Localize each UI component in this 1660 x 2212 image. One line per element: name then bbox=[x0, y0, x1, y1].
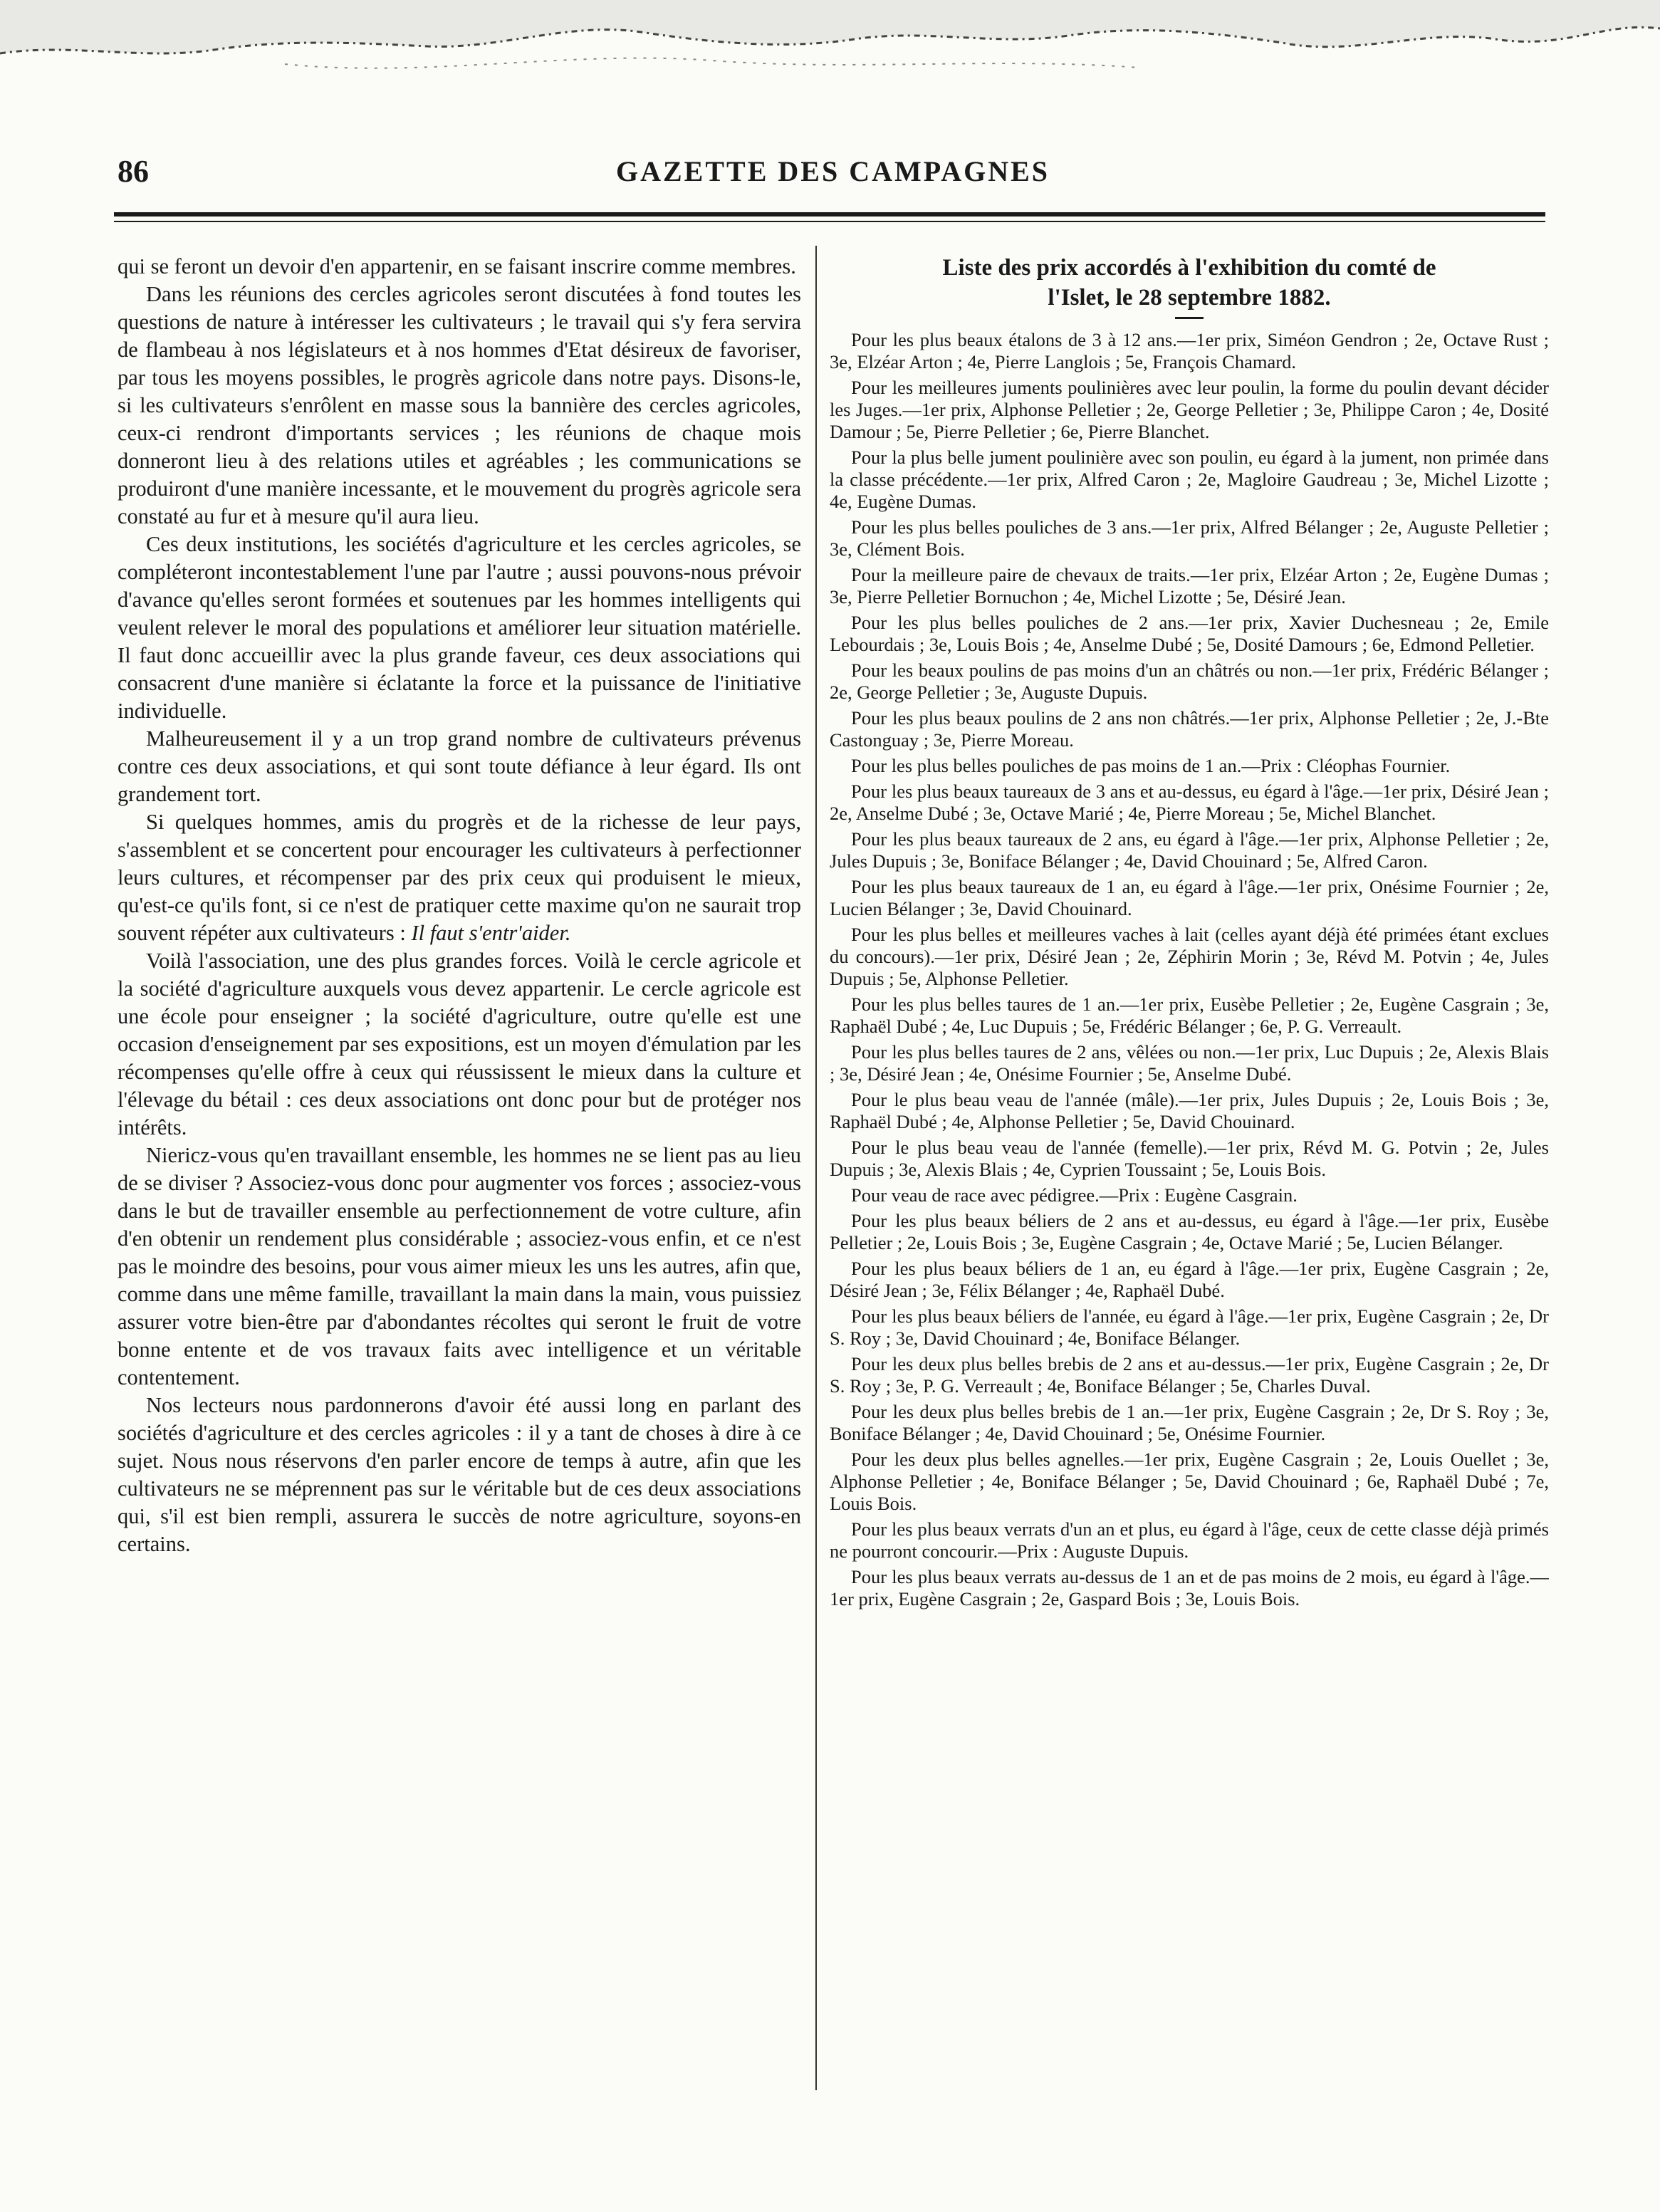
title-dash bbox=[1175, 317, 1204, 319]
article-paragraph: Malheureusement il y a un trop grand nombre de cultivateurs prévenus contre ces deux associations, et qui sont toute défiance à leur égard. Ils ont grandement tort. bbox=[118, 726, 801, 806]
prize-entry: Pour les plus beaux taureaux de 3 ans et au-dessus, eu égard à l'âge.—1er prix, Désiré Jean ; 2e, Anselme Dubé ; 3e, Octave Marié ; 4e, Pierre Moreau ; 5e, Michel Blanchet. bbox=[830, 781, 1549, 824]
prize-list bbox=[830, 329, 1549, 1610]
prize-entry: Pour les plus beaux taureaux de 2 ans, eu égard à l'âge.—1er prix, Alphonse Pelletier ; 2e, Jules Dupuis ; 3e, Boniface Bélanger ; 4e, David Chouinard ; 5e, Alfred Caron. bbox=[830, 828, 1549, 872]
page-number: 86 bbox=[118, 154, 149, 189]
prize-entry: Pour les plus beaux béliers de l'année, eu égard à l'âge.—1er prix, Eugène Casgrain ; 2e, Dr S. Roy ; 3e, David Chouinard ; 4e, Boniface Bélanger. bbox=[830, 1305, 1549, 1349]
prize-entry: Pour les deux plus belles agnelles.—1er prix, Eugène Casgrain ; 2e, Louis Ouellet ; 3e, Alphonse Pelletier ; 4e, Boniface Bélanger ; 5e, David Chouinard ; 6e, Raphaël Dubé ; 7e, Louis Bois. bbox=[830, 1449, 1549, 1514]
prize-entry: Pour les plus belles taures de 2 ans, vêlées ou non.—1er prix, Luc Dupuis ; 2e, Alexis Blais ; 3e, Désiré Jean ; 4e, Onésime Fournier ; 5e, Anselme Dubé. bbox=[830, 1041, 1549, 1085]
article-paragraph: Voilà l'association, une des plus grandes forces. Voilà le cercle agricole et la société d'agriculture auxquels vous devez appartenir. Le cercle agricole est une école pour enseigner ; la société d'agriculture, outre qu'elle est une occasion d'enseignement par ses expositions, est un moyen d'émulation par les récompenses qu'elle offre à ceux qui réussissent le mieux dans la culture et l'élevage du bétail : ces deux associations ont donc pour but de protéger nos intérêts. bbox=[118, 949, 801, 1139]
prize-entry: Pour veau de race avec pédigree.—Prix : Eugène Casgrain. bbox=[851, 1184, 1298, 1206]
article-paragraph: Si quelques hommes, amis du progrès et de la richesse de leur pays, s'assemblent et se concertent pour encourager les cultivateurs à perfectionner leurs cultures, et récompenser par des prix ceux qui produisent le mieux, qu'est-ce qu'ils font, si ce n'est de pratiquer cette maxime qu'on ne saurait trop souvent répéter aux cultivateurs : bbox=[118, 810, 801, 945]
article-paragraph: Ces deux institutions, les sociétés d'agriculture et les cercles agricoles, se compléteront incontestablement l'une par l'autre ; aussi pouvons-nous prévoir d'avance qu'elles seront formées et soutenues par les hommes intelligents qui veulent relever le moral des populations et améliorer leur situation matérielle. Il faut donc accueillir avec la plus grande faveur, ces deux associations qui consacrent d'une manière si éclatante la force et la puissance de l'initiative individuelle. bbox=[118, 532, 801, 723]
prize-entry: Pour les plus beaux verrats d'un an et plus, eu égard à l'âge, ceux de cette classe déjà primés ne pourront concourir.—Prix : Auguste Dupuis. bbox=[830, 1518, 1549, 1562]
torn-paper-edge bbox=[0, 0, 1660, 142]
header-rule-thin bbox=[114, 221, 1545, 222]
maxim-italic: Il faut s'entr'aider. bbox=[411, 921, 571, 945]
prize-entry: Pour le plus beau veau de l'année (mâle).—1er prix, Jules Dupuis ; 2e, Louis Bois ; 3e, Raphaël Dubé ; 4e, Alphonse Pelletier ; 5e, David Chouinard. bbox=[830, 1089, 1549, 1132]
prize-entry: Pour les plus beaux étalons de 3 à 12 ans.—1er prix, Siméon Gendron ; 2e, Octave Rust ; 3e, Elzéar Arton ; 4e, Pierre Langlois ; 5e, François Chamard. bbox=[830, 329, 1549, 372]
right-column bbox=[830, 253, 1549, 2104]
prize-entry: Pour les plus belles taures de 1 an.—1er prix, Eusèbe Pelletier ; 2e, Eugène Casgrain ; 3e, Raphaël Dubé ; 4e, Luc Dupuis ; 5e, Frédéric Bélanger ; 6e, P. G. Verreault. bbox=[830, 993, 1549, 1037]
prize-entry: Pour les plus belles pouliches de 3 ans.—1er prix, Alfred Bélanger ; 2e, Auguste Pelletier ; 3e, Clément Bois. bbox=[830, 516, 1549, 560]
prize-list-title bbox=[830, 253, 1549, 313]
article-paragraph: Niericz-vous qu'en travaillant ensemble, les hommes ne se lient pas au lieu de se diviser ? Associez-vous donc pour augmenter vos forces ; associez-vous dans le but de travailler ensemble au perfectionnement de votre culture, afin d'en obtenir un rendement plus considérable ; associez-vous enfin, et ce n'est pas le moindre des besoins, pour vous aimer mieux les uns les autres, afin que, comme dans une même famille, travaillant la main dans la main, vous puissiez assurer votre bien-être par d'abondantes récoltes qui seront le fruit de votre bonne entente et de vos travaux faits avec intelligence et un véritable contentement. bbox=[118, 1143, 801, 1389]
prize-entry: Pour la meilleure paire de chevaux de traits.—1er prix, Elzéar Arton ; 2e, Eugène Dumas ; 3e, Pierre Pelletier Bornuchon ; 4e, Michel Lizotte ; 5e, Désiré Jean. bbox=[830, 564, 1549, 607]
prize-entry: Pour les deux plus belles brebis de 2 ans et au-dessus.—1er prix, Eugène Casgrain ; 2e, Dr S. Roy ; 3e, P. G. Verreault ; 4e, Boniface Bélanger ; 5e, Charles Duval. bbox=[830, 1353, 1549, 1397]
column-divider bbox=[815, 246, 817, 2090]
article-paragraph: qui se feront un devoir d'en appartenir, en se faisant inscrire comme membres. bbox=[118, 254, 796, 278]
prize-entry: Pour la plus belle jument poulinière avec son poulin, eu égard à la jument, non primée dans la classe précédente.—1er prix, Alfred Caron ; 2e, Magloire Gaudreau ; 3e, Michel Lizotte ; 4e, Eugène Dumas. bbox=[830, 447, 1549, 512]
prize-entry: Pour les plus beaux taureaux de 1 an, eu égard à l'âge.—1er prix, Onésime Fournier ; 2e, Lucien Bélanger ; 3e, David Chouinard. bbox=[830, 876, 1549, 919]
prize-entry: Pour les plus beaux béliers de 1 an, eu égard à l'âge.—1er prix, Eugène Casgrain ; 2e, Désiré Jean ; 3e, Félix Bélanger ; 4e, Raphaël Dubé. bbox=[830, 1258, 1549, 1301]
prize-entry: Pour les plus beaux verrats au-dessus de 1 an et de pas moins de 2 mois, eu égard à l'âge.—1er prix, Eugène Casgrain ; 2e, Gaspard Bois ; 3e, Louis Bois. bbox=[830, 1566, 1549, 1610]
prize-entry: Pour les plus belles et meilleures vaches à lait (celles ayant déjà été primées étant exclues du concours).—1er prix, Désiré Jean ; 2e, Zéphirin Morin ; 3e, Révd M. Potvin ; 4e, Jules Dupuis ; 5e, Alphonse Pelletier. bbox=[830, 924, 1549, 989]
article-paragraph-with-maxim bbox=[118, 808, 801, 947]
prize-entry: Pour les deux plus belles brebis de 1 an.—1er prix, Eugène Casgrain ; 2e, Dr S. Roy ; 3e, Boniface Bélanger ; 4e, David Chouinard ; 5e, Onésime Fournier. bbox=[830, 1401, 1549, 1444]
prize-entry: Pour les plus beaux poulins de 2 ans non châtrés.—1er prix, Alphonse Pelletier ; 2e, J.-Bte Castonguay ; 3e, Pierre Moreau. bbox=[830, 707, 1549, 751]
prize-entry: Pour les plus belles pouliches de 2 ans.—1er prix, Xavier Duchesneau ; 2e, Emile Lebourdais ; 3e, Louis Bois ; 4e, Anselme Dubé ; 5e, Dosité Damours ; 6e, Edmond Pelletier. bbox=[830, 612, 1549, 655]
prize-entry: Pour les plus beaux béliers de 2 ans et au-dessus, eu égard à l'âge.—1er prix, Eusèbe Pelletier ; 2e, Louis Bois ; 3e, Eugène Casgrain ; 4e, Octave Marié ; 5e, Lucien Bélanger. bbox=[830, 1210, 1549, 1253]
article-paragraph: Nos lecteurs nous pardonnerons d'avoir été aussi long en parlant des sociétés d'agriculture et des cercles agricoles : il y a tant de choses à dire à ce sujet. Nous nous réservons d'en parler encore de temps à autre, afin que les cultivateurs ne se méprennent pas sur le véritable but de ces deux associations qui, s'il est bien rempli, assurera le succès de notre agriculture, soyons-en certains. bbox=[118, 1393, 801, 1556]
prize-list-title-line1: Liste des prix accordés à l'exhibition du comté de bbox=[942, 255, 1436, 281]
page-header bbox=[118, 153, 1542, 196]
prize-entry: Pour les meilleures juments poulinières avec leur poulin, la forme du poulin devant décider les Juges.—1er prix, Alphonse Pelletier ; 2e, George Pelletier ; 3e, Philippe Caron ; 4e, Dosité Damour ; 5e, Pierre Pelletier ; 6e, Pierre Blanchet. bbox=[830, 377, 1549, 442]
prize-entry: Pour les beaux poulins de pas moins d'un an châtrés ou non.—1er prix, Frédéric Bélanger ; 2e, George Pelletier ; 3e, Auguste Dupuis. bbox=[830, 659, 1549, 703]
header-rule-thick bbox=[114, 212, 1545, 216]
article-paragraph: Dans les réunions des cercles agricoles seront discutées à fond toutes les questions de nature à intéresser les cultivateurs ; le travail qui s'y fera servira de flambeau à nos législateurs et à nos hommes d'Etat désireux de favoriser, par tous les moyens possibles, le progrès agricole dans notre pays. Disons-le, si les cultivateurs s'enrôlent en masse sous la bannière des cercles agricoles, ceux-ci rendront d'importants services ; les réunions de chaque mois donneront lieu à des relations utiles et agréables ; les communications se produiront d'une manière incessante, et le mouvement du progrès agricole sera constaté au fur et à mesure qu'il aura lieu. bbox=[118, 282, 801, 528]
left-column bbox=[118, 253, 801, 2104]
running-title: GAZETTE DES CAMPAGNES bbox=[616, 155, 1050, 187]
prize-entry: Pour les plus belles pouliches de pas moins de 1 an.—Prix : Cléophas Fournier. bbox=[851, 755, 1451, 776]
prize-entry: Pour le plus beau veau de l'année (femelle).—1er prix, Révd M. G. Potvin ; 2e, Jules Dupuis ; 3e, Alexis Blais ; 4e, Cyprien Toussaint ; 5e, Louis Bois. bbox=[830, 1137, 1549, 1180]
prize-list-title-line2: l'Islet, le 28 septembre 1882. bbox=[1048, 285, 1331, 311]
